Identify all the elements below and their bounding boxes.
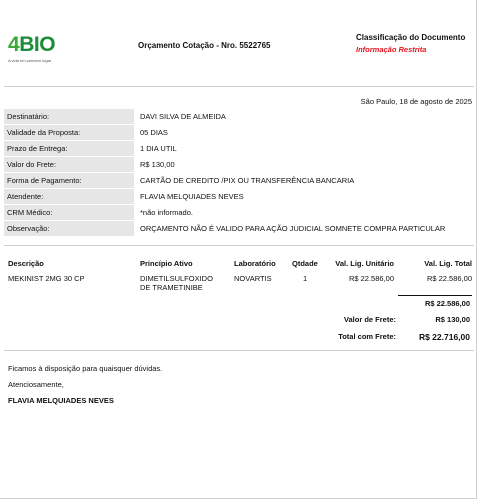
cell-principio-line1: DIMETILSULFOXIDO — [140, 274, 213, 283]
date-line: São Paulo, 18 de agosto de 2025 — [360, 97, 472, 106]
info-table — [4, 109, 474, 237]
frete-label: Valor de Frete: — [343, 315, 396, 324]
info-row-observacao — [4, 221, 474, 236]
logo-number: 4 — [8, 33, 20, 56]
info-row-prazo — [4, 141, 474, 156]
col-header-unitario: Val. Lig. Unitário — [335, 259, 394, 268]
logo-tagline: A vida em primeiro lugar — [8, 58, 52, 63]
info-row-atendente — [4, 189, 474, 204]
info-label: Destinatário: — [4, 109, 134, 124]
info-value: ORÇAMENTO NÃO É VALIDO PARA AÇÃO JUDICIAL SOMNETE COMPRA PARTICULAR — [140, 224, 446, 233]
closing-signature: FLAVIA MELQUIADES NEVES — [8, 396, 114, 405]
logo-mark — [8, 34, 55, 56]
info-label: Prazo de Entrega: — [4, 141, 134, 156]
table-divider — [4, 245, 474, 246]
cell-qtdade: 1 — [303, 274, 308, 283]
info-row-pagamento — [4, 173, 474, 188]
subtotal-rule — [398, 295, 472, 296]
info-value: 1 DIA UTIL — [140, 144, 177, 153]
info-value: 05 DIAS — [140, 128, 168, 137]
info-row-validade — [4, 125, 474, 140]
info-row-frete — [4, 157, 474, 172]
closing-line2: Atenciosamente, — [8, 380, 64, 389]
info-row-destinatario — [4, 109, 474, 124]
closing-line1: Ficamos à disposição para quaisquer dúvidas. — [8, 364, 163, 373]
info-value: *não informado. — [140, 208, 193, 217]
logo-text: BIO — [19, 33, 56, 56]
col-header-descricao: Descrição — [8, 259, 44, 268]
cell-principio-line2: DE TRAMETINIBE — [140, 283, 203, 292]
info-label: Forma de Pagamento: — [4, 173, 134, 188]
total-value: R$ 22.716,00 — [418, 332, 470, 342]
closing-divider — [4, 350, 474, 351]
col-header-principio: Princípio Ativo — [140, 259, 193, 268]
company-logo — [8, 34, 55, 63]
cell-unitario: R$ 22.586,00 — [348, 274, 394, 283]
cell-laboratorio: NOVARTIS — [234, 274, 272, 283]
info-value: CARTÃO DE CREDITO /PIX OU TRANSFERÊNCIA BANCARIA — [140, 176, 355, 185]
info-value: R$ 130,00 — [140, 160, 175, 169]
cell-total: R$ 22.586,00 — [426, 274, 472, 283]
col-header-laboratorio: Laboratório — [234, 259, 276, 268]
total-label: Total com Frete: — [338, 332, 396, 341]
info-value: FLAVIA MELQUIADES NEVES — [140, 192, 244, 201]
document-title: Orçamento Cotação - Nro. 5522765 — [138, 41, 271, 50]
cell-descricao: MEKINIST 2MG 30 CP — [8, 274, 85, 283]
info-label: Observação: — [4, 221, 134, 236]
classification-label: Classificação do Documento — [356, 33, 466, 42]
classification-value: Informação Restrita — [356, 45, 427, 54]
info-label: Atendente: — [4, 189, 134, 204]
cell-principio — [140, 274, 213, 292]
frete-value: R$ 130,00 — [435, 315, 470, 324]
col-header-total: Val. Lig. Total — [424, 259, 472, 268]
info-row-crm — [4, 205, 474, 220]
info-label: Valor do Frete: — [4, 157, 134, 172]
subtotal-value: R$ 22.586,00 — [424, 299, 470, 308]
col-header-qtdade: Qtdade — [292, 259, 318, 268]
header-divider — [4, 86, 474, 87]
info-value: DAVI SILVA DE ALMEIDA — [140, 112, 226, 121]
info-label: CRM Médico: — [4, 205, 134, 220]
info-label: Validade da Proposta: — [4, 125, 134, 140]
